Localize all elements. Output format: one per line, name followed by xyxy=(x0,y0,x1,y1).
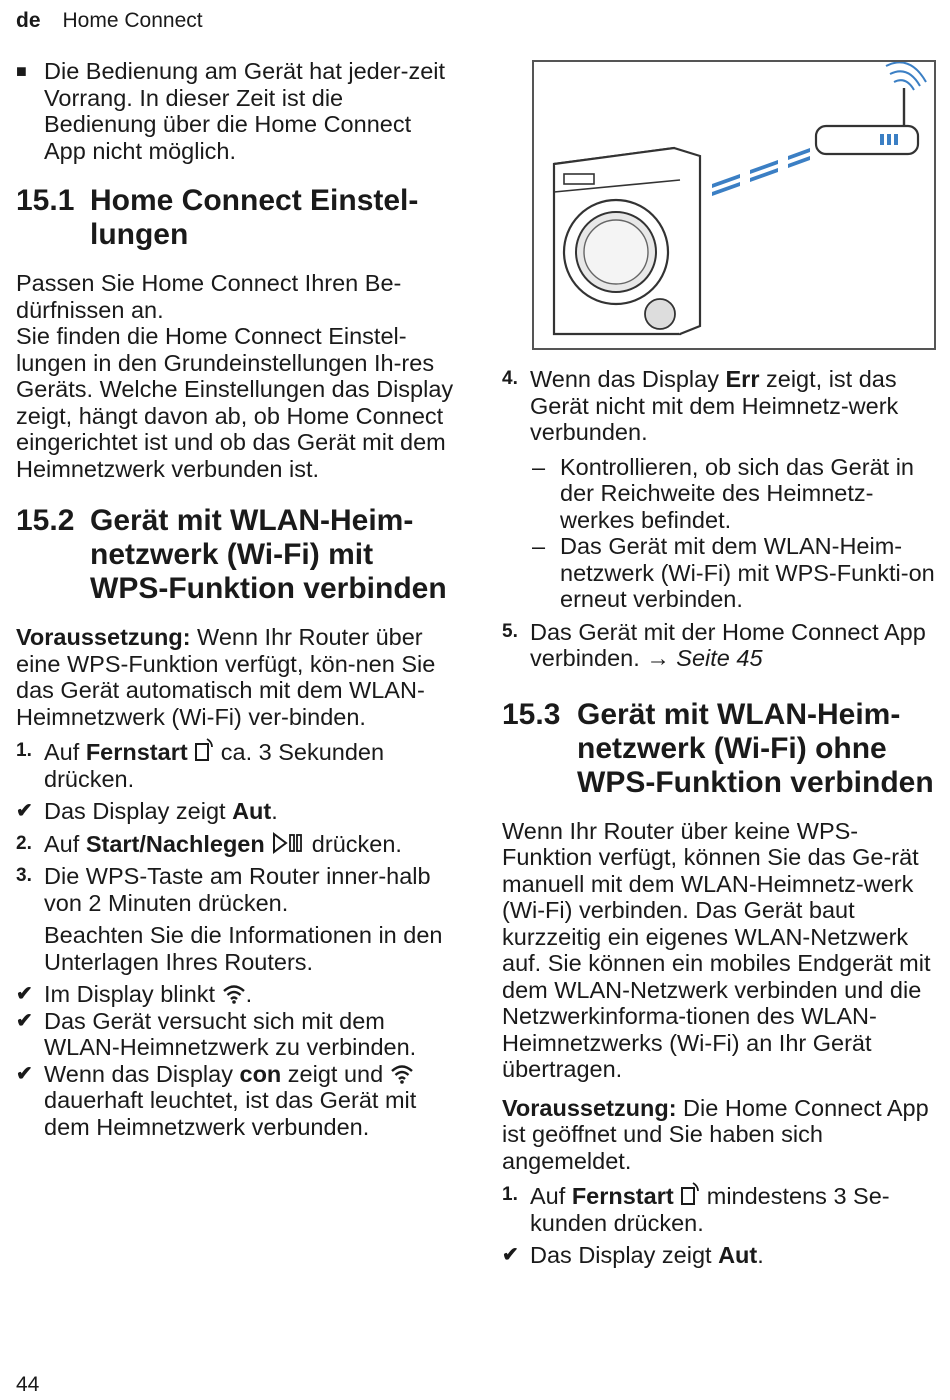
button-name: Start/Nachlegen xyxy=(85,830,265,857)
illustration-svg xyxy=(534,62,934,348)
requirement-paragraph xyxy=(502,1095,942,1175)
step-text: Auf xyxy=(530,1183,572,1209)
result-text: Wenn das Display xyxy=(44,1060,240,1087)
check-icon: ✔ xyxy=(16,800,33,822)
step-2 xyxy=(16,831,456,858)
result-4 xyxy=(16,1061,456,1141)
result-2 xyxy=(16,981,456,1008)
step-number: 5. xyxy=(502,620,518,642)
step-text: ca. 3 Sekunden drücken. xyxy=(44,739,385,792)
section-number: 15.2 xyxy=(16,504,75,537)
intro-bullet-text: Die Bedienung am Gerät hat jeder-zeit Vorrang. In dieser Zeit ist die Bedienung über die Home Connect App nicht möglich. xyxy=(44,58,446,164)
step-3 xyxy=(16,863,456,916)
check-icon: ✔ xyxy=(16,1009,33,1032)
intro-bullet xyxy=(16,58,456,164)
step-text: mindestens 3 Se-kunden drücken. xyxy=(530,1183,890,1236)
section-heading-15-1 xyxy=(16,184,456,252)
section-number: 15.3 xyxy=(502,697,561,731)
check-icon: ✔ xyxy=(16,1062,33,1085)
wifi-icon xyxy=(222,984,246,1004)
page-reference-link[interactable]: Seite 45 xyxy=(669,645,763,671)
step-number: 4. xyxy=(502,368,518,389)
sub-item-text: Das Gerät mit dem WLAN-Heim-netzwerk (Wi-Fi) mit WPS-Funkti-on erneut verbinden. xyxy=(560,533,935,612)
result-text: . xyxy=(271,798,278,824)
arrow-icon: → xyxy=(646,645,670,671)
language-code: de xyxy=(16,9,41,32)
paragraph: Wenn Ihr Router über keine WPS-Funktion verfügt, können Sie das Ge-rät manuell mit dem WLAN-Heimnetz-werk (Wi-Fi) verbinden. Das Gerät baut kurzzeitig ein eigenes WLAN-Netzwerk auf. Sie können ein mobiles Endgerät mit dem WLAN-Netzwerk verbinden und die Netzwerkinforma-tionen des WLAN-Heimnetzwerks (Wi-Fi) an Ihr Gerät übertragen. xyxy=(502,817,931,1082)
result-text: . xyxy=(757,1242,764,1268)
step-1 xyxy=(16,738,456,792)
check-icon: ✔ xyxy=(502,1244,519,1266)
display-value: con xyxy=(239,1060,282,1087)
sub-item-text: Kontrollieren, ob sich das Gerät in der Reichweite des Heimnetz-werkes befindet. xyxy=(560,453,914,533)
dash-marker: – xyxy=(532,533,546,559)
result-text: dauerhaft leuchtet, ist das Gerät mit dem Heimnetzwerk verbunden. xyxy=(44,1087,417,1140)
section-title: Gerät mit WLAN-Heim-netzwerk (Wi-Fi) ohne WPS-Funktion verbinden xyxy=(577,697,934,799)
requirement-paragraph xyxy=(16,624,456,730)
sub-item xyxy=(502,454,942,534)
dash-marker: – xyxy=(532,453,546,480)
step-text: Die WPS-Taste am Router inner-halb von 2 Minuten drücken. xyxy=(44,863,431,916)
result-1 xyxy=(502,1242,942,1269)
result-text: Das Display zeigt xyxy=(44,798,233,824)
step-4 xyxy=(502,366,942,446)
step-number: 3. xyxy=(16,865,32,886)
section-heading-15-2 xyxy=(16,504,456,606)
step-number: 1. xyxy=(16,740,32,761)
sub-item xyxy=(502,533,942,613)
step-5 xyxy=(502,619,942,672)
result-text: zeigt und xyxy=(281,1060,384,1087)
square-bullet-icon: ■ xyxy=(16,61,27,81)
paragraph: Sie finden die Home Connect Einstel-lungen in den Grundeinstellungen Ih-res Geräts. Welche Einstellungen das Display zeigt, hängt davon ab, ob Home Connect eingerichtet ist und ob das Gerät mit dem Heimnetzwerk verbunden ist. xyxy=(16,323,454,482)
wifi-icon xyxy=(390,1064,414,1084)
left-column xyxy=(16,58,456,1146)
display-value: Err xyxy=(725,366,760,392)
step-note: Beachten Sie die Informationen in den Unterlagen Ihres Routers. xyxy=(44,922,443,975)
button-name: Fernstart xyxy=(571,1183,674,1209)
play-pause-icon xyxy=(271,832,305,854)
page-header xyxy=(16,8,203,35)
step-text: drücken. xyxy=(311,830,402,857)
check-icon: ✔ xyxy=(16,983,33,1005)
requirement-text: Die Home Connect App ist geöffnet und Sie haben sich angemeldet. xyxy=(502,1094,929,1174)
requirement-text: Wenn Ihr Router über eine WPS-Funktion verfügt, kön-nen Sie das Gerät automatisch mit dem WLAN-Heimnetzwerk (Wi-Fi) ver-binden. xyxy=(16,624,436,730)
section-number: 15.1 xyxy=(16,184,75,217)
right-column xyxy=(502,366,942,1275)
section-heading-15-3 xyxy=(502,698,942,800)
step-text: zeigt, ist das Gerät nicht mit dem Heimnetz-werk verbunden. xyxy=(530,366,899,445)
display-value: Aut xyxy=(232,798,272,824)
display-value: Aut xyxy=(718,1242,758,1268)
paragraph: Passen Sie Home Connect Ihren Be-dürfnissen an. xyxy=(16,270,402,323)
result-text: Das Gerät versucht sich mit dem WLAN-Heimnetzwerk zu verbinden. xyxy=(44,1007,417,1060)
requirement-label: Voraussetzung: xyxy=(502,1094,677,1121)
step-text: Auf xyxy=(44,830,86,857)
step-text: Das Gerät mit der Home Connect App verbinden. xyxy=(530,618,926,671)
washing-machine-router-illustration xyxy=(532,60,936,350)
result-text: . xyxy=(245,981,253,1007)
step-text: Wenn das Display xyxy=(530,366,726,392)
button-name: Fernstart xyxy=(85,739,188,765)
header-title: Home Connect xyxy=(62,9,203,32)
section-title: Gerät mit WLAN-Heim-netzwerk (Wi-Fi) mit WPS-Funktion verbinden xyxy=(90,504,447,605)
result-3 xyxy=(16,1008,456,1061)
requirement-label: Voraussetzung: xyxy=(16,624,191,650)
result-text: Das Display zeigt xyxy=(530,1242,719,1268)
section-title: Home Connect Einstel-lungen xyxy=(90,184,419,251)
result-1 xyxy=(16,798,456,825)
step-number: 2. xyxy=(16,832,32,854)
step-text: Auf xyxy=(44,739,86,765)
result-text: Im Display blinkt xyxy=(44,981,222,1007)
step-number: 1. xyxy=(502,1184,518,1205)
page-number: 44 xyxy=(16,1373,40,1396)
step-1 xyxy=(502,1182,942,1236)
remote-start-icon xyxy=(680,1182,700,1206)
remote-start-icon xyxy=(194,738,214,762)
